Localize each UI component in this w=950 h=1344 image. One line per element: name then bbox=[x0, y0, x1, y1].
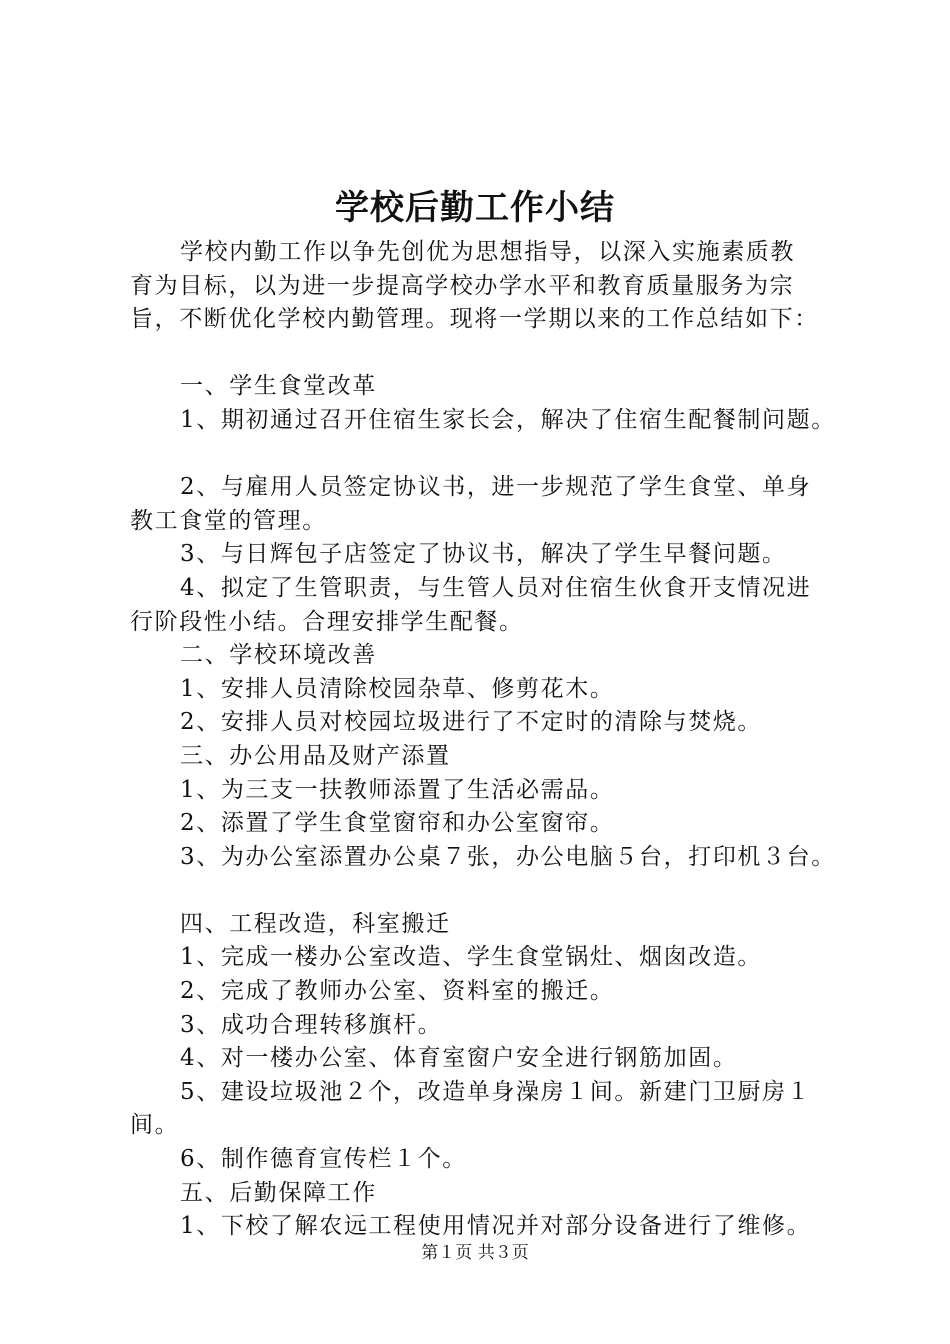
section-4-heading: 四、工程改造，科室搬迁 bbox=[180, 910, 451, 937]
section-1-heading: 一、学生食堂改革 bbox=[180, 373, 377, 400]
intro-line-1: 学校内勤工作以争先创优为思想指导，以深入实施素质教 bbox=[180, 239, 795, 265]
intro-line-3: 旨，不断优化学校内勤管理。现将一学期以来的工作总结如下： bbox=[130, 306, 819, 333]
paragraph-gap bbox=[130, 438, 830, 472]
section-4-item-5-cont: 间。 bbox=[130, 1112, 180, 1139]
section-1-item-3: 3、与日辉包子店签定了协议书，解决了学生早餐问题。 bbox=[180, 541, 787, 568]
section-1-item-4: 4、拟定了生管职责，与生管人员对住宿生伙食开支情况进 bbox=[180, 574, 812, 601]
section-1-item-4-cont: 行阶段性小结。合理安排学生配餐。 bbox=[130, 608, 524, 635]
paragraph-gap bbox=[130, 874, 830, 908]
intro-line-2: 育为目标，以为进一步提高学校办学水平和教育质量服务为宗 bbox=[130, 272, 795, 299]
paragraph-gap bbox=[130, 337, 830, 371]
section-2-item-2: 2、安排人员对校园垃圾进行了不定时的清除与焚烧。 bbox=[180, 709, 763, 736]
document-body bbox=[130, 236, 836, 1244]
section-2-item-1: 1、安排人员清除校园杂草、修剪花木。 bbox=[180, 675, 615, 702]
section-5-heading: 五、后勤保障工作 bbox=[180, 1179, 377, 1206]
section-4-item-6: 6、制作德育宣传栏１个。 bbox=[180, 1146, 467, 1173]
section-2-heading: 二、学校环境改善 bbox=[180, 642, 377, 669]
section-4-item-1: 1、完成一楼办公室改造、学生食堂锅灶、烟囱改造。 bbox=[180, 944, 763, 971]
section-3-heading: 三、办公用品及财产添置 bbox=[180, 742, 451, 769]
section-4-item-4: 4、对一楼办公室、体育室窗户安全进行钢筋加固。 bbox=[180, 1045, 738, 1072]
section-1-item-2: 2、与雇用人员签定协议书，进一步规范了学生食堂、单身 bbox=[180, 474, 812, 501]
section-1-item-1: 1、期初通过召开住宿生家长会，解决了住宿生配餐制问题。 bbox=[180, 406, 836, 433]
section-3-item-1: 1、为三支一扶教师添置了生活必需品。 bbox=[180, 776, 615, 803]
section-3-item-2: 2、添置了学生食堂窗帘和办公室窗帘。 bbox=[180, 810, 615, 837]
section-3-item-3: 3、为办公室添置办公桌７张，办公电脑５台，打印机３台。 bbox=[180, 843, 836, 870]
section-4-item-2: 2、完成了教师办公室、资料室的搬迁。 bbox=[180, 978, 615, 1005]
document-title: 学校后勤工作小结 bbox=[335, 188, 615, 228]
section-4-item-5: 5、建设垃圾池２个，改造单身澡房１间。新建门卫厨房１ bbox=[180, 1078, 812, 1105]
section-1-item-2-cont: 教工食堂的管理。 bbox=[130, 507, 327, 534]
section-5-item-1: 1、下校了解农远工程使用情况并对部分设备进行了维修。 bbox=[180, 1213, 812, 1240]
page-footer: 第１页 共３页 bbox=[421, 1243, 529, 1263]
section-4-item-3: 3、成功合理转移旗杆。 bbox=[180, 1011, 443, 1038]
